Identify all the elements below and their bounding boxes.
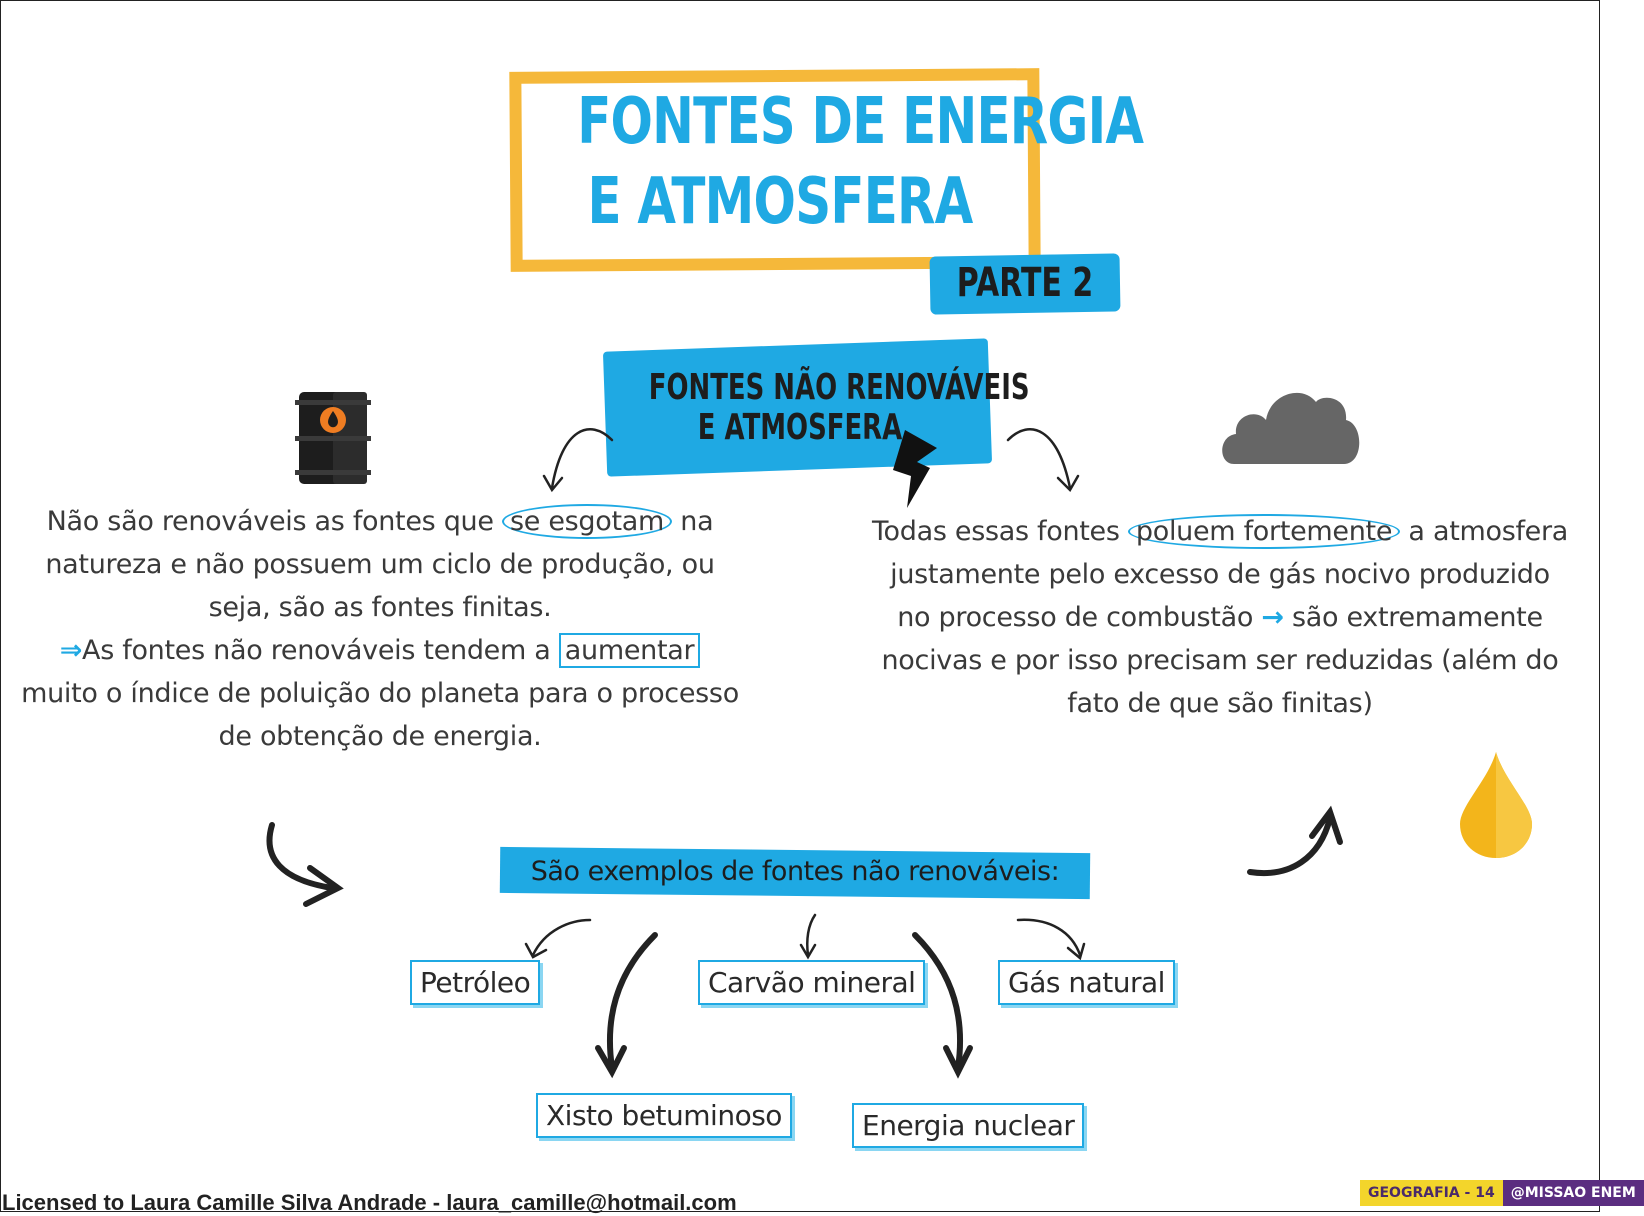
left-paragraph	[20, 500, 740, 758]
title-line-2: E ATMOSFERA	[587, 165, 973, 239]
left-p2-text-before: As fontes não renováveis tendem a	[82, 635, 559, 666]
handle-label: @MISSAO ENEM	[1503, 1180, 1644, 1206]
example-gas-natural: Gás natural	[998, 960, 1175, 1005]
example-carvao-mineral: Carvão mineral	[698, 960, 925, 1005]
title-line-1: FONTES DE ENERGIA	[577, 85, 1144, 159]
examples-heading: São exemplos de fontes não renováveis:	[530, 856, 1060, 887]
highlight-se-esgotam: se esgotam	[502, 504, 672, 539]
highlight-aumentar: aumentar	[559, 633, 701, 668]
highlight-poluem-fortemente: poluem fortemente	[1128, 514, 1400, 549]
left-paragraph-2	[20, 629, 740, 758]
subject-tag	[1360, 1180, 1636, 1206]
example-petroleo: Petróleo	[410, 960, 540, 1005]
right-text-middle: a atmosfera justamente pelo excesso de gás nocivo produzido no processo de combustão	[890, 516, 1569, 633]
section-line-2: E ATMOSFERA	[697, 407, 903, 448]
arrow-right-icon: →	[1261, 602, 1284, 633]
right-text-after: são extremamente nocivas e por isso precisam ser reduzidas (além do fato de que são finitas)	[881, 602, 1559, 719]
license-footer: Licensed to Laura Camille Silva Andrade - laura_camille@hotmail.com	[2, 1190, 737, 1215]
arrow-to-xisto	[610, 935, 655, 1068]
subject-label: GEOGRAFIA - 14	[1360, 1180, 1503, 1206]
right-text-before: Todas essas fontes	[871, 516, 1128, 547]
right-paragraph	[870, 510, 1570, 725]
left-paragraph-1	[20, 500, 740, 629]
double-arrow-icon: ⇒	[59, 635, 83, 666]
part-label: PARTE 2	[956, 260, 1094, 306]
left-p1-text-before: Não são renováveis as fontes que	[46, 506, 502, 537]
example-xisto-betuminoso: Xisto betuminoso	[536, 1093, 792, 1138]
example-energia-nuclear: Energia nuclear	[852, 1103, 1084, 1148]
left-p1-text-after: na natureza e não possuem um ciclo de produção, ou seja, são as fontes finitas.	[45, 506, 715, 623]
left-p2-text-after: muito o índice de poluição do planeta para o processo de obtenção de energia.	[21, 678, 739, 752]
section-line-1: FONTES NÃO RENOVÁVEIS	[648, 367, 1030, 408]
